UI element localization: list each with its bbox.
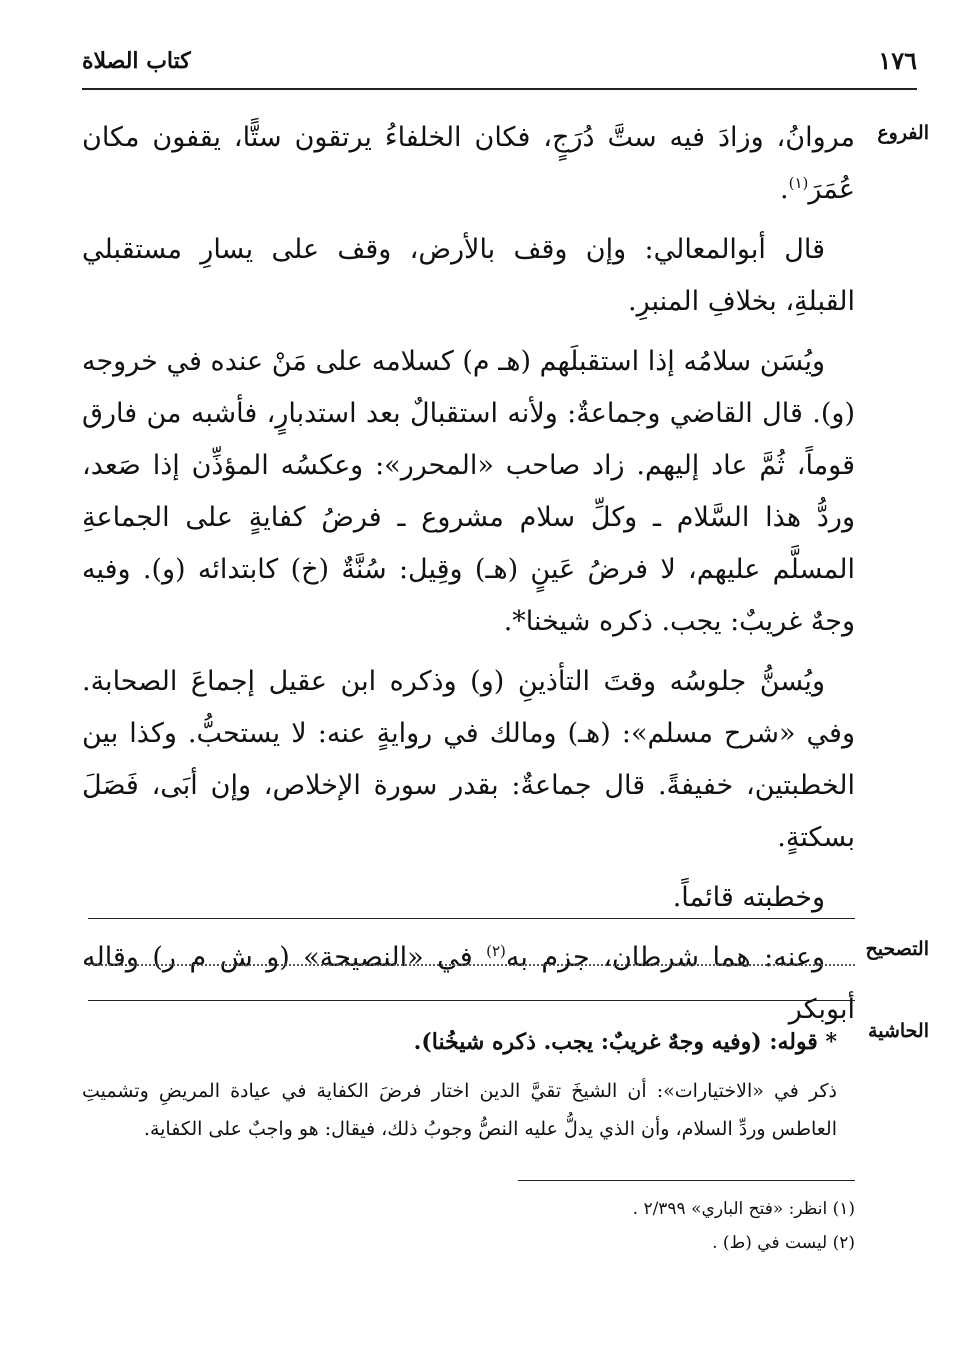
paragraph-5: وخطبته قائماً. [672, 882, 825, 913]
margin-label-furu: الفروع [877, 122, 929, 144]
paragraph-6 [82, 932, 855, 1036]
paragraph-1 [82, 112, 855, 216]
paragraph-3: ويُسَن سلامُه إذا استقبلَهم (هـ م) كسلامه على مَنْ عنده في خروجه (و). قال القاضي وجماعةٌ: ولأنه استقبالٌ بعد استدبارٍ، فأشبه من فارق قوماً، ثُمَّ عاد إليهم. زاد صاحب «المحرر»: وعكسُه المؤذِّن إذا صَعد، وردُّ هذا السَّلام ـ وكلِّ سلام مشروع ـ فرضُ كفايةٍ على الجماعةِ المسلَّم عليهم، لا فرضُ عَينٍ (هـ) وقِيل: سُنَّةٌ (خ) كابتدائه (و). وفيه وجهٌ غريبٌ: يجب. ذكره شيخنا*. [82, 346, 855, 637]
book-title: كتاب الصلاة [82, 48, 191, 74]
paragraph-6-start: وعنه: هما شرطان، جزم به [505, 942, 825, 973]
margin-label-tashih: التصحيح [865, 938, 929, 960]
footnote-1: (١) انظر: «فتح الباري» ٢/٣٩٩ . [632, 1199, 855, 1219]
hashiya-body: ذكر في «الاختيارات»: أن الشيخَ تقيَّ الدين اختار فرضَ الكفاية في عيادة المريضِ وتشميتِ العاطس وردِّ السلام، وأن الذي يدلُّ عليه النصُّ وجوبُ ذلك، فيقال: هو واجبٌ على الكفاية. [82, 1080, 837, 1140]
footnotes [300, 1192, 855, 1260]
page-header [82, 40, 917, 84]
header-rule [82, 88, 917, 90]
section-rule-top [88, 918, 855, 919]
footnote-ref-2: (٢) [486, 942, 506, 960]
tashih-dotted-line [88, 964, 855, 966]
paragraph-1-end: . [780, 174, 789, 205]
hashiya-section [82, 1022, 837, 1148]
main-text [82, 112, 855, 1044]
paragraph-6-end: في «النصيحة» (و ش م ر) وقاله أبوبكر [82, 942, 855, 1025]
paragraph-2: قال أبوالمعالي: وإن وقف بالأرض، وقف على يسارِ مستقبلي القبلةِ، بخلافِ المنبرِ. [82, 234, 855, 317]
paragraph-4: ويُسنُّ جلوسُه وقتَ التأذينِ (و) وذكره ابن عقيل إجماعَ الصحابة. وفي «شرح مسلم»: (هـ) ومالك في روايةٍ عنه: لا يستحبُّ. وكذا بين الخطبتين، خفيفةً. قال جماعةٌ: بقدر سورة الإخلاص، وإن أبَى، فَصَلَ بسكتةٍ. [82, 666, 855, 853]
footnote-2: (٢) ليست في (ط) . [712, 1233, 855, 1253]
section-rule-bottom [88, 1000, 855, 1001]
page-number: ١٧٦ [878, 46, 917, 75]
paragraph-1-text: مروانُ، وزادَ فيه ستَّ دُرَجٍ، فكان الخلفاءُ يرتقون ستًّا، يقفون مكان عُمَرَ [82, 122, 855, 205]
footnote-ref-1: (١) [788, 174, 809, 192]
footnote-rule [518, 1180, 855, 1181]
hashiya-quote: * قوله: (وفيه وجهٌ غريبٌ: يجب. ذكره شيخُنا). [413, 1029, 837, 1055]
margin-label-hashiya: الحاشية [868, 1020, 929, 1042]
